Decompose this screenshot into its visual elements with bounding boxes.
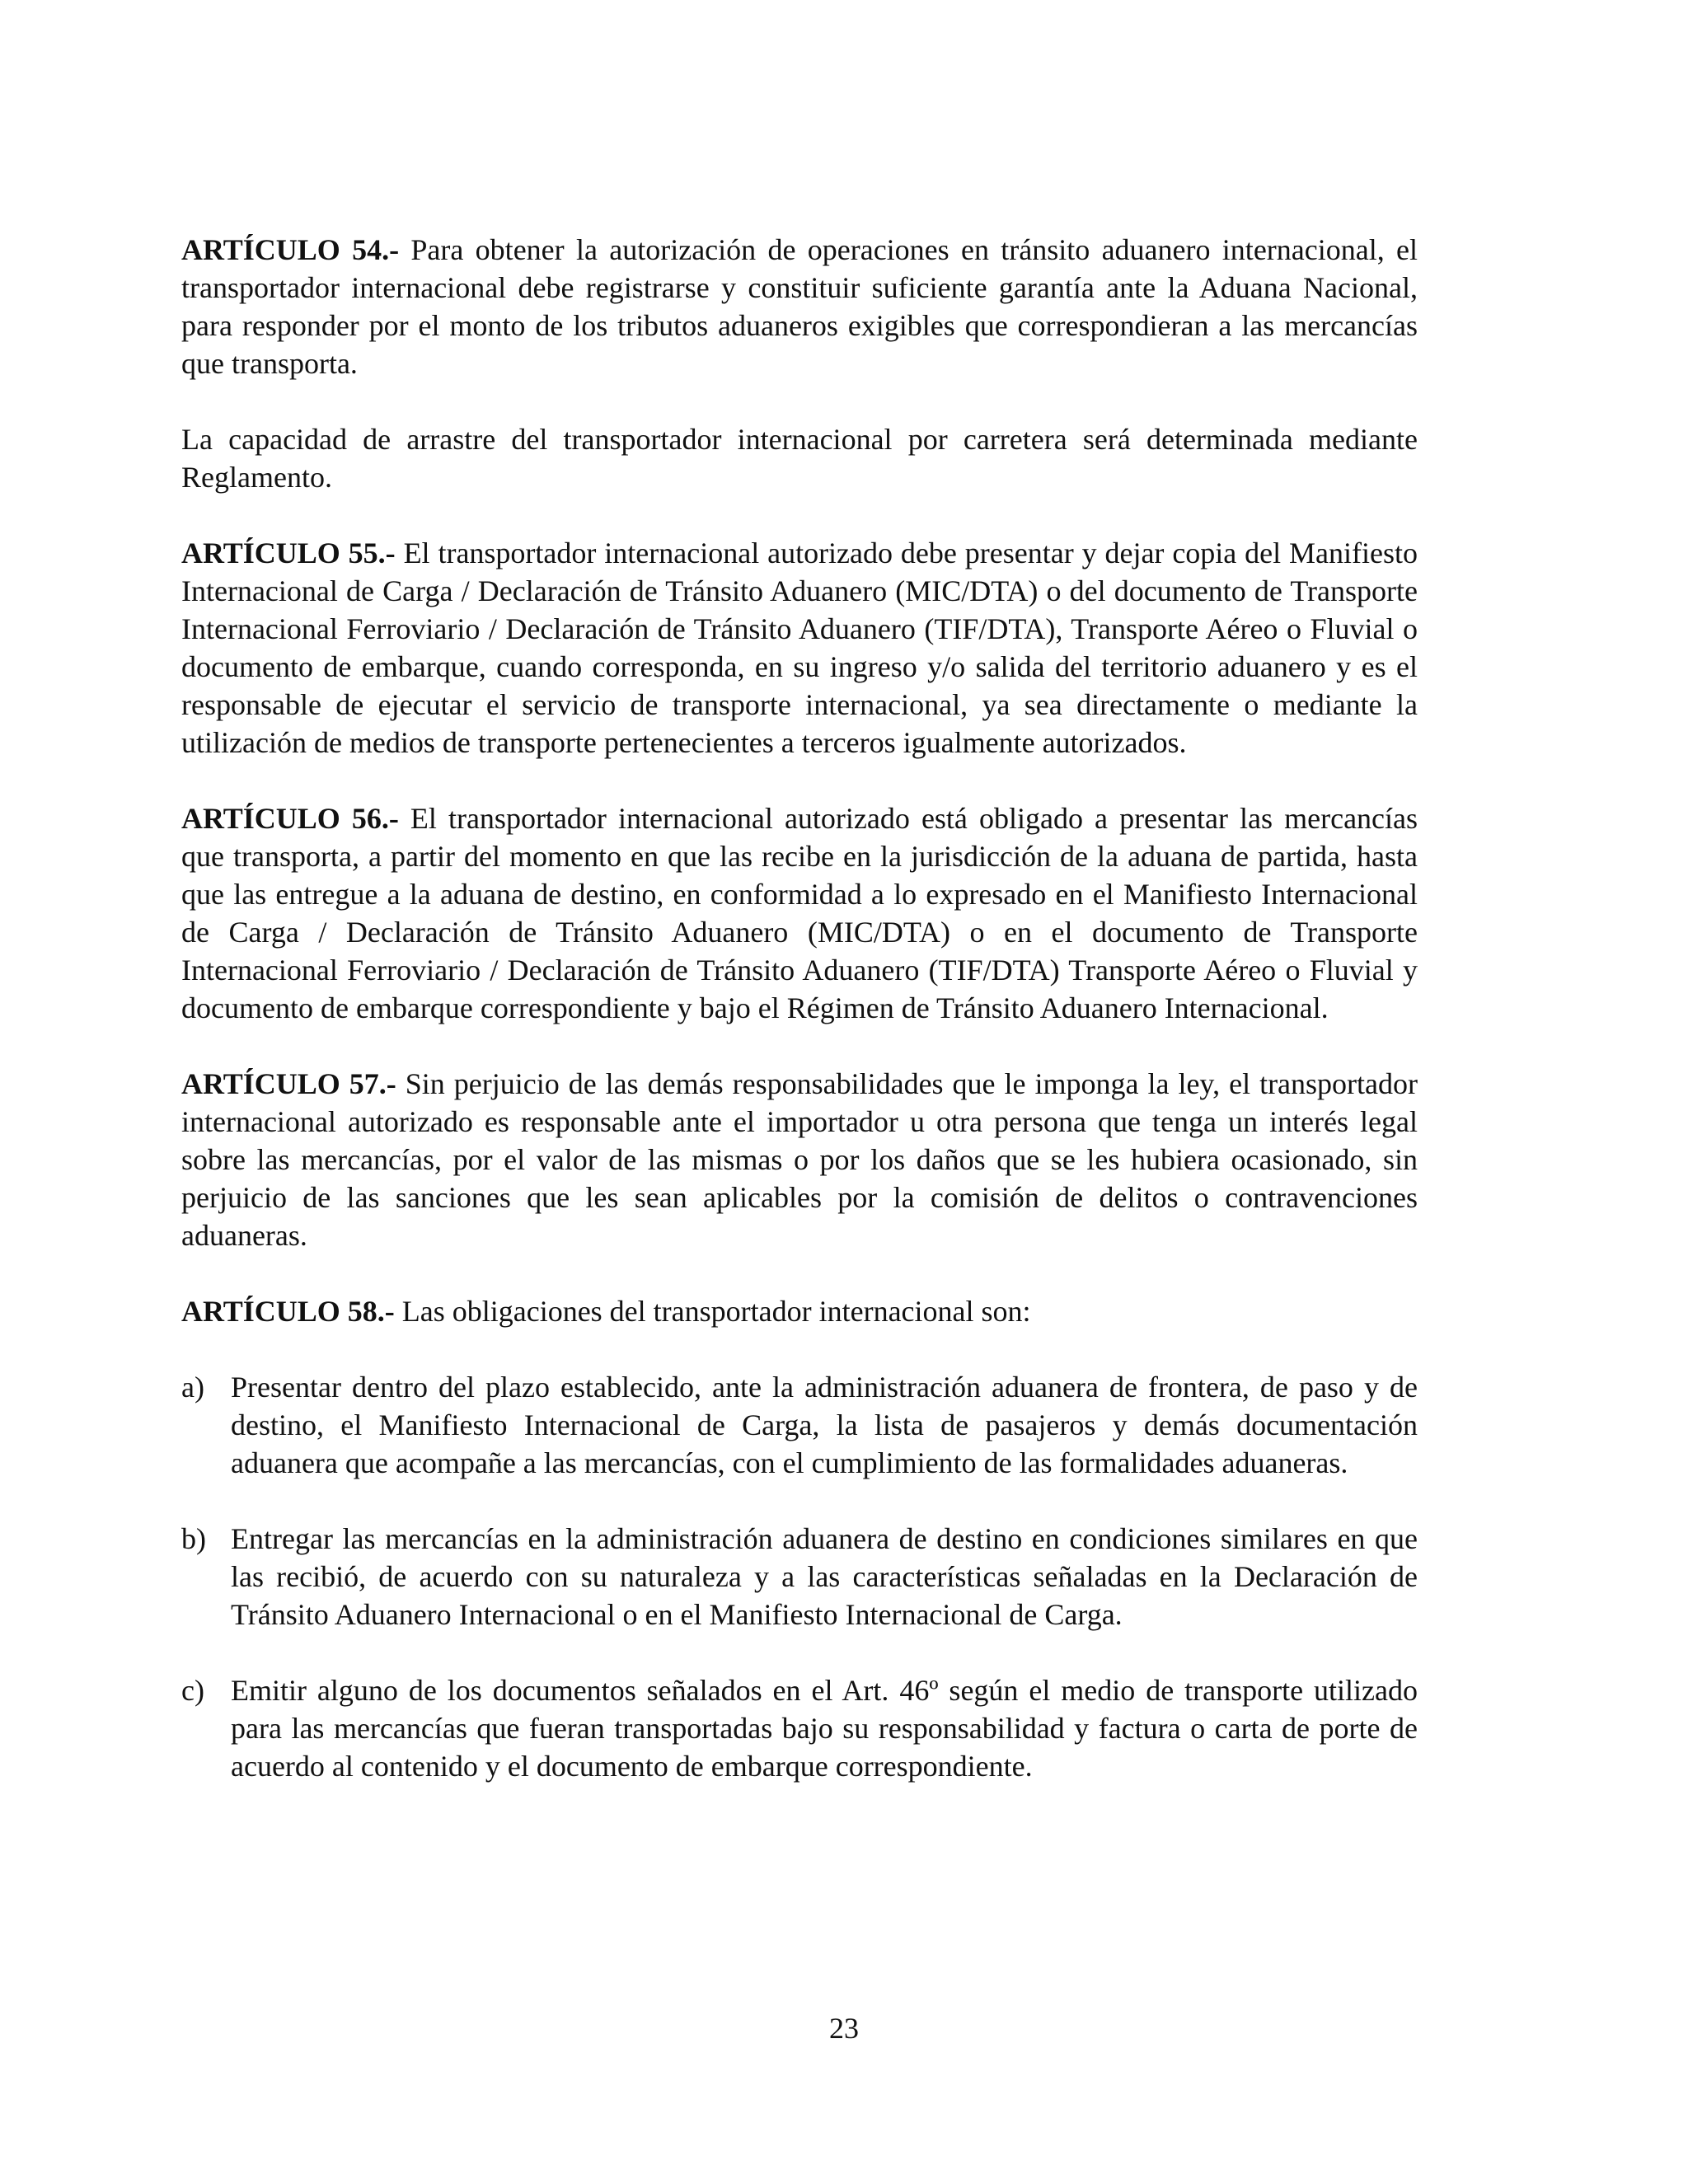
article-55-text-1: El transportador internacional autorizado debe presentar y dejar copia del Manifiesto Internacional de Carga / Declaración de Tránsito Aduanero (MIC/DTA) o del documento de Transporte Internacional Ferroviario / Declaración de Tránsito Aduanero (TIF/DTA), Transporte Aéreo o Fluvial o documento de embarque, cuando corresponda, en su ingreso y/o salida del territorio aduanero y es el responsable de ejecutar el servicio de transporte internacional, ya sea directamente o mediante la utilización de medios de transporte pertenecientes a terceros igualmente autorizados. — [181, 537, 1418, 759]
article-58-paragraph-1 — [181, 1292, 1418, 1330]
article-54-paragraph-1 — [181, 231, 1418, 382]
article-58-text-1: Las obligaciones del transportador internacional son: — [401, 1295, 1031, 1328]
article-54-paragraph-2 — [181, 420, 1418, 496]
article-54-text-1: Para obtener la autorización de operaciones en tránsito aduanero internacional, el transportador internacional debe registrarse y constituir suficiente garantía ante la Aduana Nacional, para responder por el monto de los tributos aduaneros exigibles que correspondieran a las mercancías que transporta. — [181, 233, 1418, 380]
page-number: 23 — [829, 2012, 859, 2045]
article-57-heading: ARTÍCULO 57.- — [181, 1067, 396, 1100]
article-55-heading: ARTÍCULO 55.- — [181, 537, 396, 569]
article-54-text-2: La capacidad de arrastre del transportador internacional por carretera será determinada mediante Reglamento. — [181, 423, 1418, 494]
article-57-paragraph-1 — [181, 1065, 1418, 1254]
list-item — [181, 1368, 1418, 1482]
article-58-heading: ARTÍCULO 58.- — [181, 1295, 395, 1328]
article-56-heading: ARTÍCULO 56.- — [181, 802, 399, 835]
article-55-paragraph-1 — [181, 534, 1418, 762]
list-marker-c: c) — [181, 1674, 204, 1707]
list-text-a: Presentar dentro del plazo establecido, ante la administración aduanera de frontera, de paso y de destino, el Manifiesto Internacional de Carga, la lista de pasajeros y demás documentación aduanera que acompañe a las mercancías, con el cumplimiento de las formalidades aduaneras. — [231, 1371, 1418, 1479]
list-marker-a: a) — [181, 1371, 204, 1404]
article-54-heading: ARTÍCULO 54.- — [181, 233, 400, 266]
article-56-text-1: El transportador internacional autorizado está obligado a presentar las mercancías que transporta, a partir del momento en que las recibe en la jurisdicción de la aduana de partida, hasta que las entregue a la aduana de destino, en conformidad a lo expresado en el Manifiesto Internacional de Carga / Declaración de Tránsito Aduanero (MIC/DTA) o en el documento de Transporte Internacional Ferroviario / Declaración de Tránsito Aduanero (TIF/DTA) Transporte Aéreo o Fluvial y documento de embarque correspondiente y bajo el Régimen de Tránsito Aduanero Internacional. — [181, 802, 1418, 1024]
list-item — [181, 1520, 1418, 1633]
list-text-b: Entregar las mercancías en la administración aduanera de destino en condiciones similares en que las recibió, de acuerdo con su naturaleza y a las características señaladas en la Declaración de Tránsito Aduanero Internacional o en el Manifiesto Internacional de Carga. — [231, 1522, 1418, 1631]
list-item — [181, 1671, 1418, 1785]
document-body — [181, 231, 1418, 1823]
list-text-c: Emitir alguno de los documentos señalados en el Art. 46º según el medio de transporte utilizado para las mercancías que fueran transportadas bajo su responsabilidad y factura o carta de porte de acuerdo al contenido y el documento de embarque correspondiente. — [231, 1674, 1418, 1783]
article-57-text-1: Sin perjuicio de las demás responsabilidades que le imponga la ley, el transportador internacional autorizado es responsable ante el importador u otra persona que tenga un interés legal sobre las mercancías, por el valor de las mismas o por los daños que se les hubiera ocasionado, sin perjuicio de las sanciones que les sean aplicables por la comisión de delitos o contravenciones aduaneras. — [181, 1067, 1418, 1252]
article-56-paragraph-1 — [181, 799, 1418, 1027]
list-marker-b: b) — [181, 1522, 206, 1555]
